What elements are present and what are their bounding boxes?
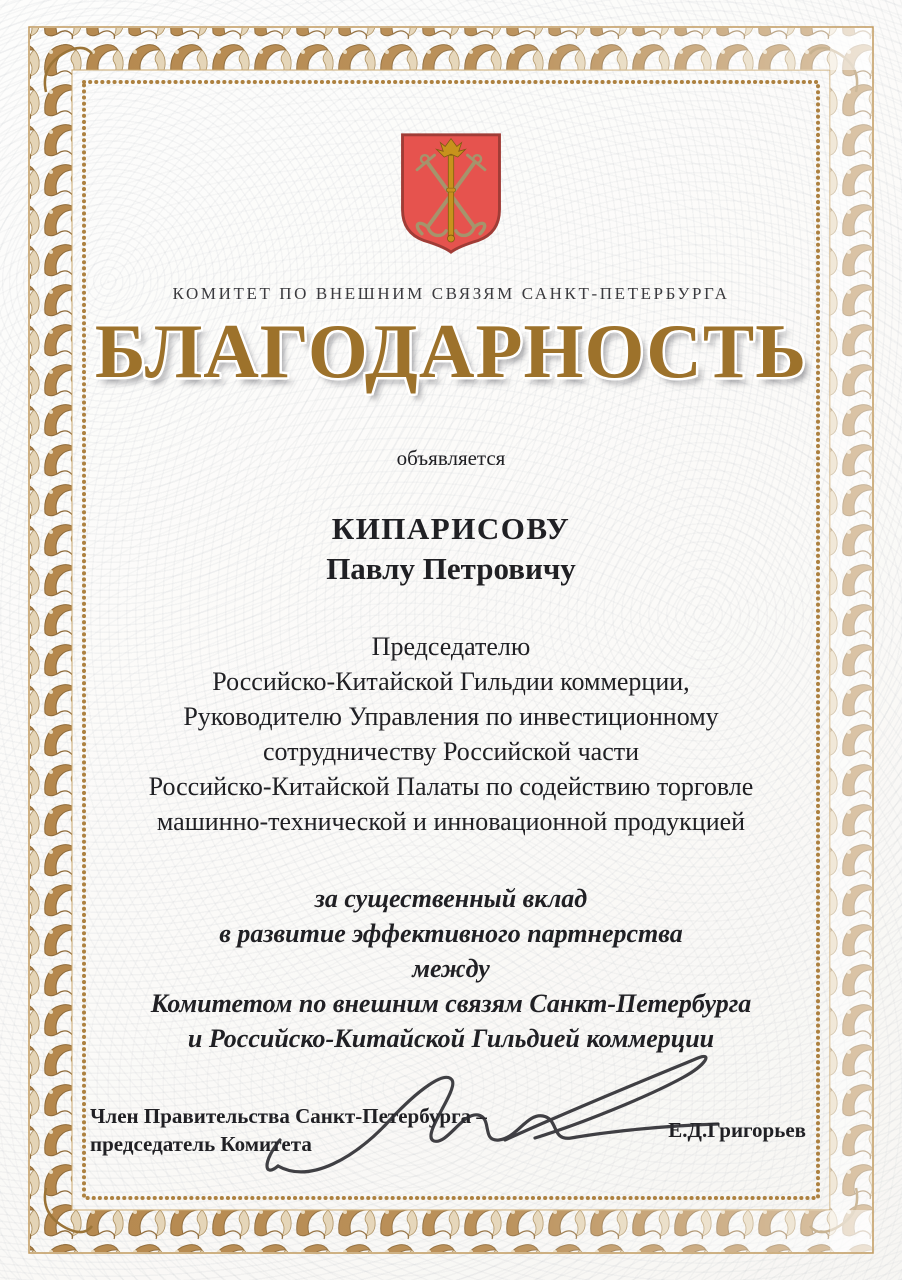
position-line: Председателю xyxy=(371,632,531,662)
award-reason-block xyxy=(86,881,816,1056)
spb-coat-of-arms-icon xyxy=(392,128,510,256)
declared-label: объявляется xyxy=(396,446,506,471)
signatory-name: Е.Д.Григорьев xyxy=(668,1118,806,1143)
reason-line: между xyxy=(412,954,490,984)
recipient-surname: КИПАРИСОВУ xyxy=(331,511,571,547)
position-line: машинно-технической и инновационной продукцией xyxy=(156,807,746,837)
position-line: Российско-Китайской Гильдии коммерции, xyxy=(212,667,690,697)
reason-line: Комитетом по внешним связям Санкт-Петербурга xyxy=(150,989,752,1019)
recipient-position-block xyxy=(86,629,816,839)
position-line: Руководителю Управления по инвестиционному xyxy=(183,702,719,732)
signatory-role xyxy=(90,1102,487,1158)
signature-row xyxy=(86,1102,816,1158)
position-line: Российско-Китайской Палаты по содействию торговле xyxy=(148,772,754,802)
reason-line: за существенный вклад xyxy=(314,884,588,914)
reason-line: в развитие эффективного партнерства xyxy=(219,919,683,949)
signatory-role-line: Член Правительства Санкт-Петербурга – xyxy=(90,1104,487,1129)
issuer-line: КОМИТЕТ ПО ВНЕШНИМ СВЯЗЯМ САНКТ-ПЕТЕРБУРГА xyxy=(172,284,730,303)
certificate-content xyxy=(86,84,816,1196)
recipient-name-patronymic: Павлу Петровичу xyxy=(326,551,576,587)
position-line: сотрудничеству Российской части xyxy=(262,737,640,767)
certificate-title: БЛАГОДАРНОСТЬ xyxy=(94,308,808,394)
signatory-role-line: председатель Комитета xyxy=(90,1132,312,1157)
reason-line: и Российско-Китайской Гильдией коммерции xyxy=(187,1024,715,1054)
